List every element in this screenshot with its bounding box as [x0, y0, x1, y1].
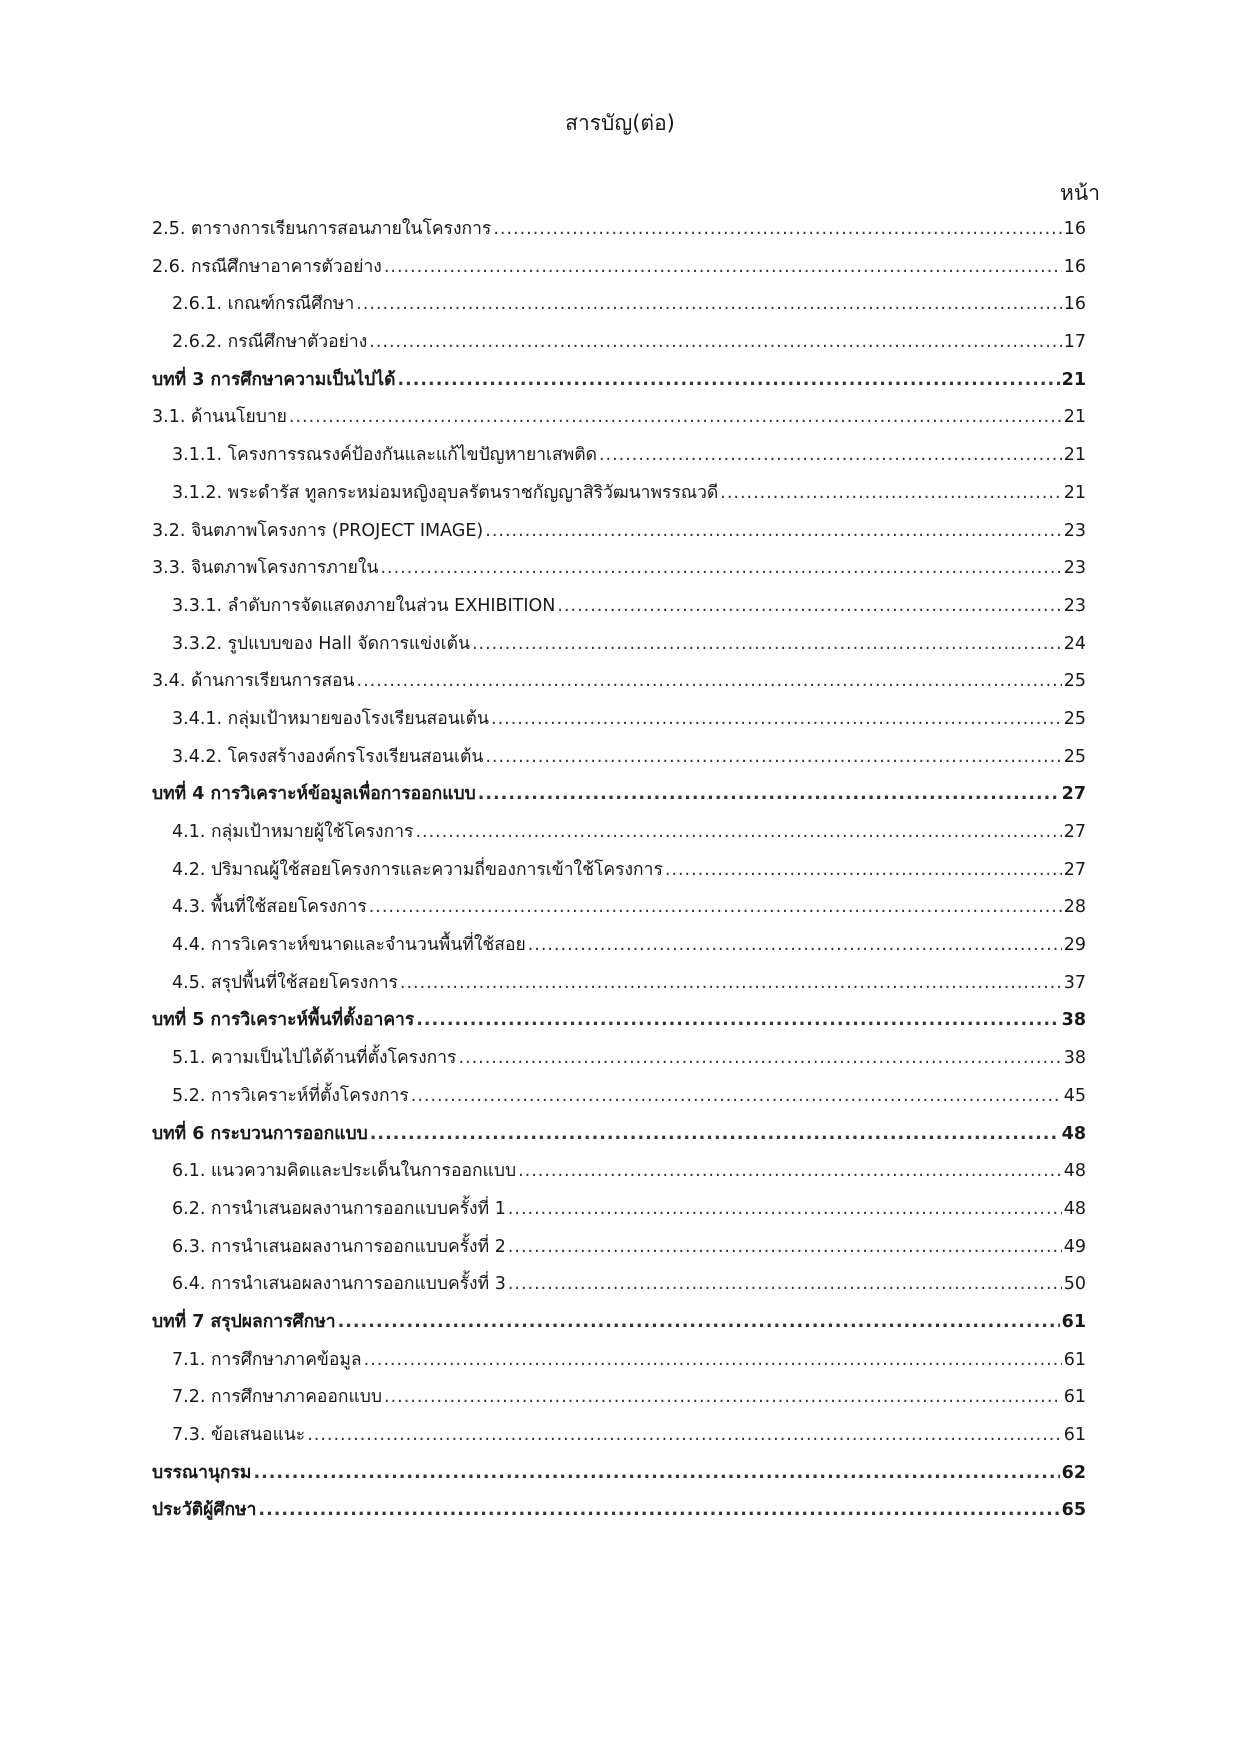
toc-dot-leader: [508, 1271, 1062, 1297]
toc-entry-page-number: 48: [1063, 1161, 1086, 1182]
toc-entry: [152, 1271, 1086, 1309]
toc-entry-label: 6.1. แนวความคิดและประเด็นในการออกแบบ: [172, 1161, 517, 1182]
toc-entry-page-number: 62: [1061, 1462, 1086, 1483]
toc-entry-label: 7.1. การศึกษาภาคข้อมูล: [172, 1349, 362, 1370]
toc-entry: [152, 1384, 1086, 1422]
toc-entry-page-number: 16: [1063, 256, 1086, 277]
toc-dot-leader: [357, 668, 1062, 694]
toc-entry-label: 7.3. ข้อเสนอแนะ: [172, 1425, 306, 1445]
toc-entry: [152, 1460, 1086, 1498]
toc-entry-label: 2.6.2. กรณีศึกษาตัวอย่าง: [172, 332, 368, 353]
toc-entry: [152, 329, 1086, 367]
toc-entry: [152, 1007, 1086, 1045]
toc-entry: [152, 668, 1086, 706]
toc-dot-leader: [478, 781, 1060, 807]
toc-entry: [152, 631, 1086, 669]
toc-dot-leader: [411, 1083, 1062, 1109]
toc-entry: [152, 404, 1086, 442]
toc-entry-page-number: 27: [1063, 822, 1086, 842]
toc-entry-label: บทที่ 3 การศึกษาความเป็นไปได้: [152, 369, 396, 390]
toc-dot-leader: [665, 857, 1062, 883]
toc-entry: [152, 1083, 1086, 1121]
toc-entry: [152, 593, 1086, 631]
toc-entry-label: 3.4.2. โครงสร้างองค์กรโรงเรียนสอนเต้น: [172, 746, 484, 767]
toc-entry: [152, 857, 1086, 895]
toc-entry-page-number: 61: [1063, 1349, 1086, 1370]
toc-entry-label: 2.6. กรณีศึกษาอาคารตัวอย่าง: [152, 256, 382, 277]
toc-dot-leader: [364, 1347, 1062, 1373]
toc-dot-leader: [518, 1158, 1062, 1184]
toc-entry-page-number: 38: [1061, 1010, 1086, 1031]
toc-dot-leader: [384, 1384, 1062, 1410]
toc-dot-leader: [528, 932, 1062, 958]
toc-dot-leader: [369, 329, 1061, 355]
toc-entry-page-number: 38: [1063, 1048, 1086, 1069]
toc-dot-leader: [485, 518, 1061, 544]
toc-entry-page-number: 65: [1061, 1500, 1086, 1521]
toc-entry-page-number: 25: [1063, 746, 1086, 767]
toc-entry: [152, 1121, 1086, 1159]
toc-entry-label: 4.4. การวิเคราะห์ขนาดและจำนวนพื้นที่ใช้สอย: [172, 935, 526, 956]
toc-entry-page-number: 25: [1063, 671, 1086, 692]
toc-entry-label: บทที่ 7 สรุปผลการศึกษา: [152, 1311, 336, 1332]
toc-entry-page-number: 23: [1063, 520, 1086, 541]
toc-entry: [152, 555, 1086, 593]
toc-dot-leader: [557, 593, 1061, 619]
toc-entry: [152, 706, 1086, 744]
page-column-header: หน้า: [1060, 181, 1100, 205]
toc-dot-leader: [253, 1460, 1059, 1486]
toc-entry-label: 3.2. จินตภาพโครงการ (PROJECT IMAGE): [152, 520, 484, 541]
toc-entry: [152, 1347, 1086, 1385]
toc-entry-label: บทที่ 5 การวิเคราะห์พื้นที่ตั้งอาคาร: [152, 1010, 415, 1031]
toc-entry-label: 6.3. การนำเสนอผลงานการออกแบบครั้งที่ 2: [172, 1236, 506, 1257]
toc-entry: [152, 442, 1086, 480]
toc-entry: [152, 1158, 1086, 1196]
toc-entry-label: 4.2. ปริมาณผู้ใช้สอยโครงการและความถี่ของการเข้าใช้โครงการ: [172, 859, 663, 880]
toc-dot-leader: [397, 367, 1059, 393]
toc-entry-page-number: 21: [1063, 445, 1086, 466]
toc-dot-leader: [508, 1196, 1062, 1222]
toc-entry-label: 6.2. การนำเสนอผลงานการออกแบบครั้งที่ 1: [172, 1198, 506, 1219]
document-title: สารบัญ(ต่อ): [565, 111, 675, 135]
toc-entry-label: 3.1. ด้านนโยบาย: [152, 407, 287, 428]
toc-dot-leader: [370, 1121, 1060, 1147]
toc-entry-label: 4.1. กลุ่มเป้าหมายผู้ใช้โครงการ: [172, 822, 414, 842]
toc-entry-label: บทที่ 6 กระบวนการออกแบบ: [152, 1123, 368, 1144]
toc-entry-label: 7.2. การศึกษาภาคออกแบบ: [172, 1387, 383, 1408]
toc-dot-leader: [380, 555, 1061, 581]
toc-entry-label: 4.5. สรุปพื้นที่ใช้สอยโครงการ: [172, 972, 398, 993]
toc-entry-label: 5.2. การวิเคราะห์ที่ตั้งโครงการ: [172, 1085, 409, 1106]
toc-entry-label: 3.4. ด้านการเรียนการสอน: [152, 671, 355, 692]
toc-entry-page-number: 61: [1063, 1425, 1086, 1445]
toc-entry-label: 3.4.1. กลุ่มเป้าหมายของโรงเรียนสอนเต้น: [172, 708, 489, 729]
toc-entry-page-number: 50: [1063, 1274, 1086, 1295]
toc-dot-leader: [415, 819, 1061, 845]
toc-entry-page-number: 29: [1063, 935, 1086, 956]
toc-dot-leader: [491, 706, 1062, 732]
toc-dot-leader: [400, 970, 1062, 996]
toc-entry-label: 2.6.1. เกณฑ์กรณีศึกษา: [172, 294, 355, 315]
toc-entry-label: บรรณานุกรม: [152, 1462, 252, 1483]
toc-dot-leader: [258, 1497, 1059, 1523]
toc-dot-leader: [720, 480, 1061, 506]
toc-entry: [152, 216, 1086, 254]
toc-entry-label: 3.3.1. ลำดับการจัดแสดงภายในส่วน EXHIBITION: [172, 595, 556, 616]
toc-entry-label: 5.1. ความเป็นไปได้ด้านที่ตั้งโครงการ: [172, 1048, 457, 1069]
toc-dot-leader: [338, 1309, 1060, 1335]
toc-entry-page-number: 21: [1063, 407, 1086, 428]
toc-entry: [152, 970, 1086, 1008]
toc-entry: [152, 291, 1086, 329]
toc-entry-page-number: 21: [1063, 482, 1086, 503]
toc-entry: [152, 480, 1086, 518]
toc-entry-page-number: 45: [1063, 1085, 1086, 1106]
toc-dot-leader: [289, 404, 1062, 430]
toc-entry: [152, 1234, 1086, 1272]
toc-entry: [152, 367, 1086, 405]
toc-entry: [152, 894, 1086, 932]
toc-entry: [152, 744, 1086, 782]
toc-entry-page-number: 24: [1063, 633, 1086, 654]
toc-entry-label: 4.3. พื้นที่ใช้สอยโครงการ: [172, 897, 367, 918]
toc-dot-leader: [416, 1007, 1059, 1033]
toc-entry: [152, 1497, 1086, 1535]
toc-dot-leader: [493, 216, 1061, 242]
toc-entry-label: บทที่ 4 การวิเคราะห์ข้อมูลเพื่อการออกแบบ: [152, 784, 476, 805]
toc-entry-label: 3.3. จินตภาพโครงการภายใน: [152, 558, 379, 579]
toc-entry: [152, 518, 1086, 556]
toc-dot-leader: [472, 631, 1062, 657]
table-of-contents: [152, 216, 1086, 1535]
toc-entry-page-number: 61: [1061, 1311, 1086, 1332]
toc-entry-page-number: 16: [1063, 219, 1086, 239]
toc-entry-label: 3.1.1. โครงการรณรงค์ป้องกันและแก้ไขปัญหายาเสพติด: [172, 445, 597, 466]
toc-entry-page-number: 37: [1063, 972, 1086, 993]
toc-dot-leader: [369, 894, 1062, 920]
toc-entry-page-number: 49: [1063, 1236, 1086, 1257]
toc-dot-leader: [485, 744, 1061, 770]
toc-dot-leader: [458, 1045, 1061, 1071]
toc-entry-page-number: 48: [1063, 1198, 1086, 1219]
toc-dot-leader: [356, 291, 1061, 317]
toc-entry-page-number: 16: [1063, 294, 1086, 315]
toc-entry-label: ประวัติผู้ศึกษา: [152, 1500, 257, 1521]
toc-dot-leader: [384, 254, 1062, 280]
toc-dot-leader: [508, 1234, 1062, 1260]
toc-entry: [152, 1309, 1086, 1347]
toc-entry: [152, 1045, 1086, 1083]
toc-entry-page-number: 25: [1063, 708, 1086, 729]
toc-dot-leader: [599, 442, 1062, 468]
toc-entry: [152, 819, 1086, 857]
toc-entry-label: 2.5. ตารางการเรียนการสอนภายในโครงการ: [152, 219, 492, 239]
toc-entry-page-number: 27: [1063, 859, 1086, 880]
toc-entry-page-number: 21: [1061, 369, 1086, 390]
toc-entry: [152, 254, 1086, 292]
toc-entry-label: 6.4. การนำเสนอผลงานการออกแบบครั้งที่ 3: [172, 1274, 506, 1295]
toc-dot-leader: [307, 1422, 1062, 1448]
toc-entry: [152, 1422, 1086, 1460]
toc-entry-page-number: 61: [1063, 1387, 1086, 1408]
toc-entry-page-number: 23: [1063, 595, 1086, 616]
toc-entry-page-number: 27: [1061, 784, 1086, 805]
toc-entry: [152, 932, 1086, 970]
toc-entry-label: 3.3.2. รูปแบบของ Hall จัดการแข่งเต้น: [172, 633, 470, 654]
toc-entry: [152, 1196, 1086, 1234]
toc-entry-label: 3.1.2. พระดำรัส ทูลกระหม่อมหญิงอุบลรัตนราชกัญญาสิริวัฒนาพรรณวดี: [172, 482, 719, 503]
toc-entry-page-number: 48: [1061, 1123, 1086, 1144]
toc-entry-page-number: 17: [1063, 332, 1086, 353]
toc-entry-page-number: 28: [1063, 897, 1086, 918]
toc-entry: [152, 781, 1086, 819]
toc-entry-page-number: 23: [1063, 558, 1086, 579]
